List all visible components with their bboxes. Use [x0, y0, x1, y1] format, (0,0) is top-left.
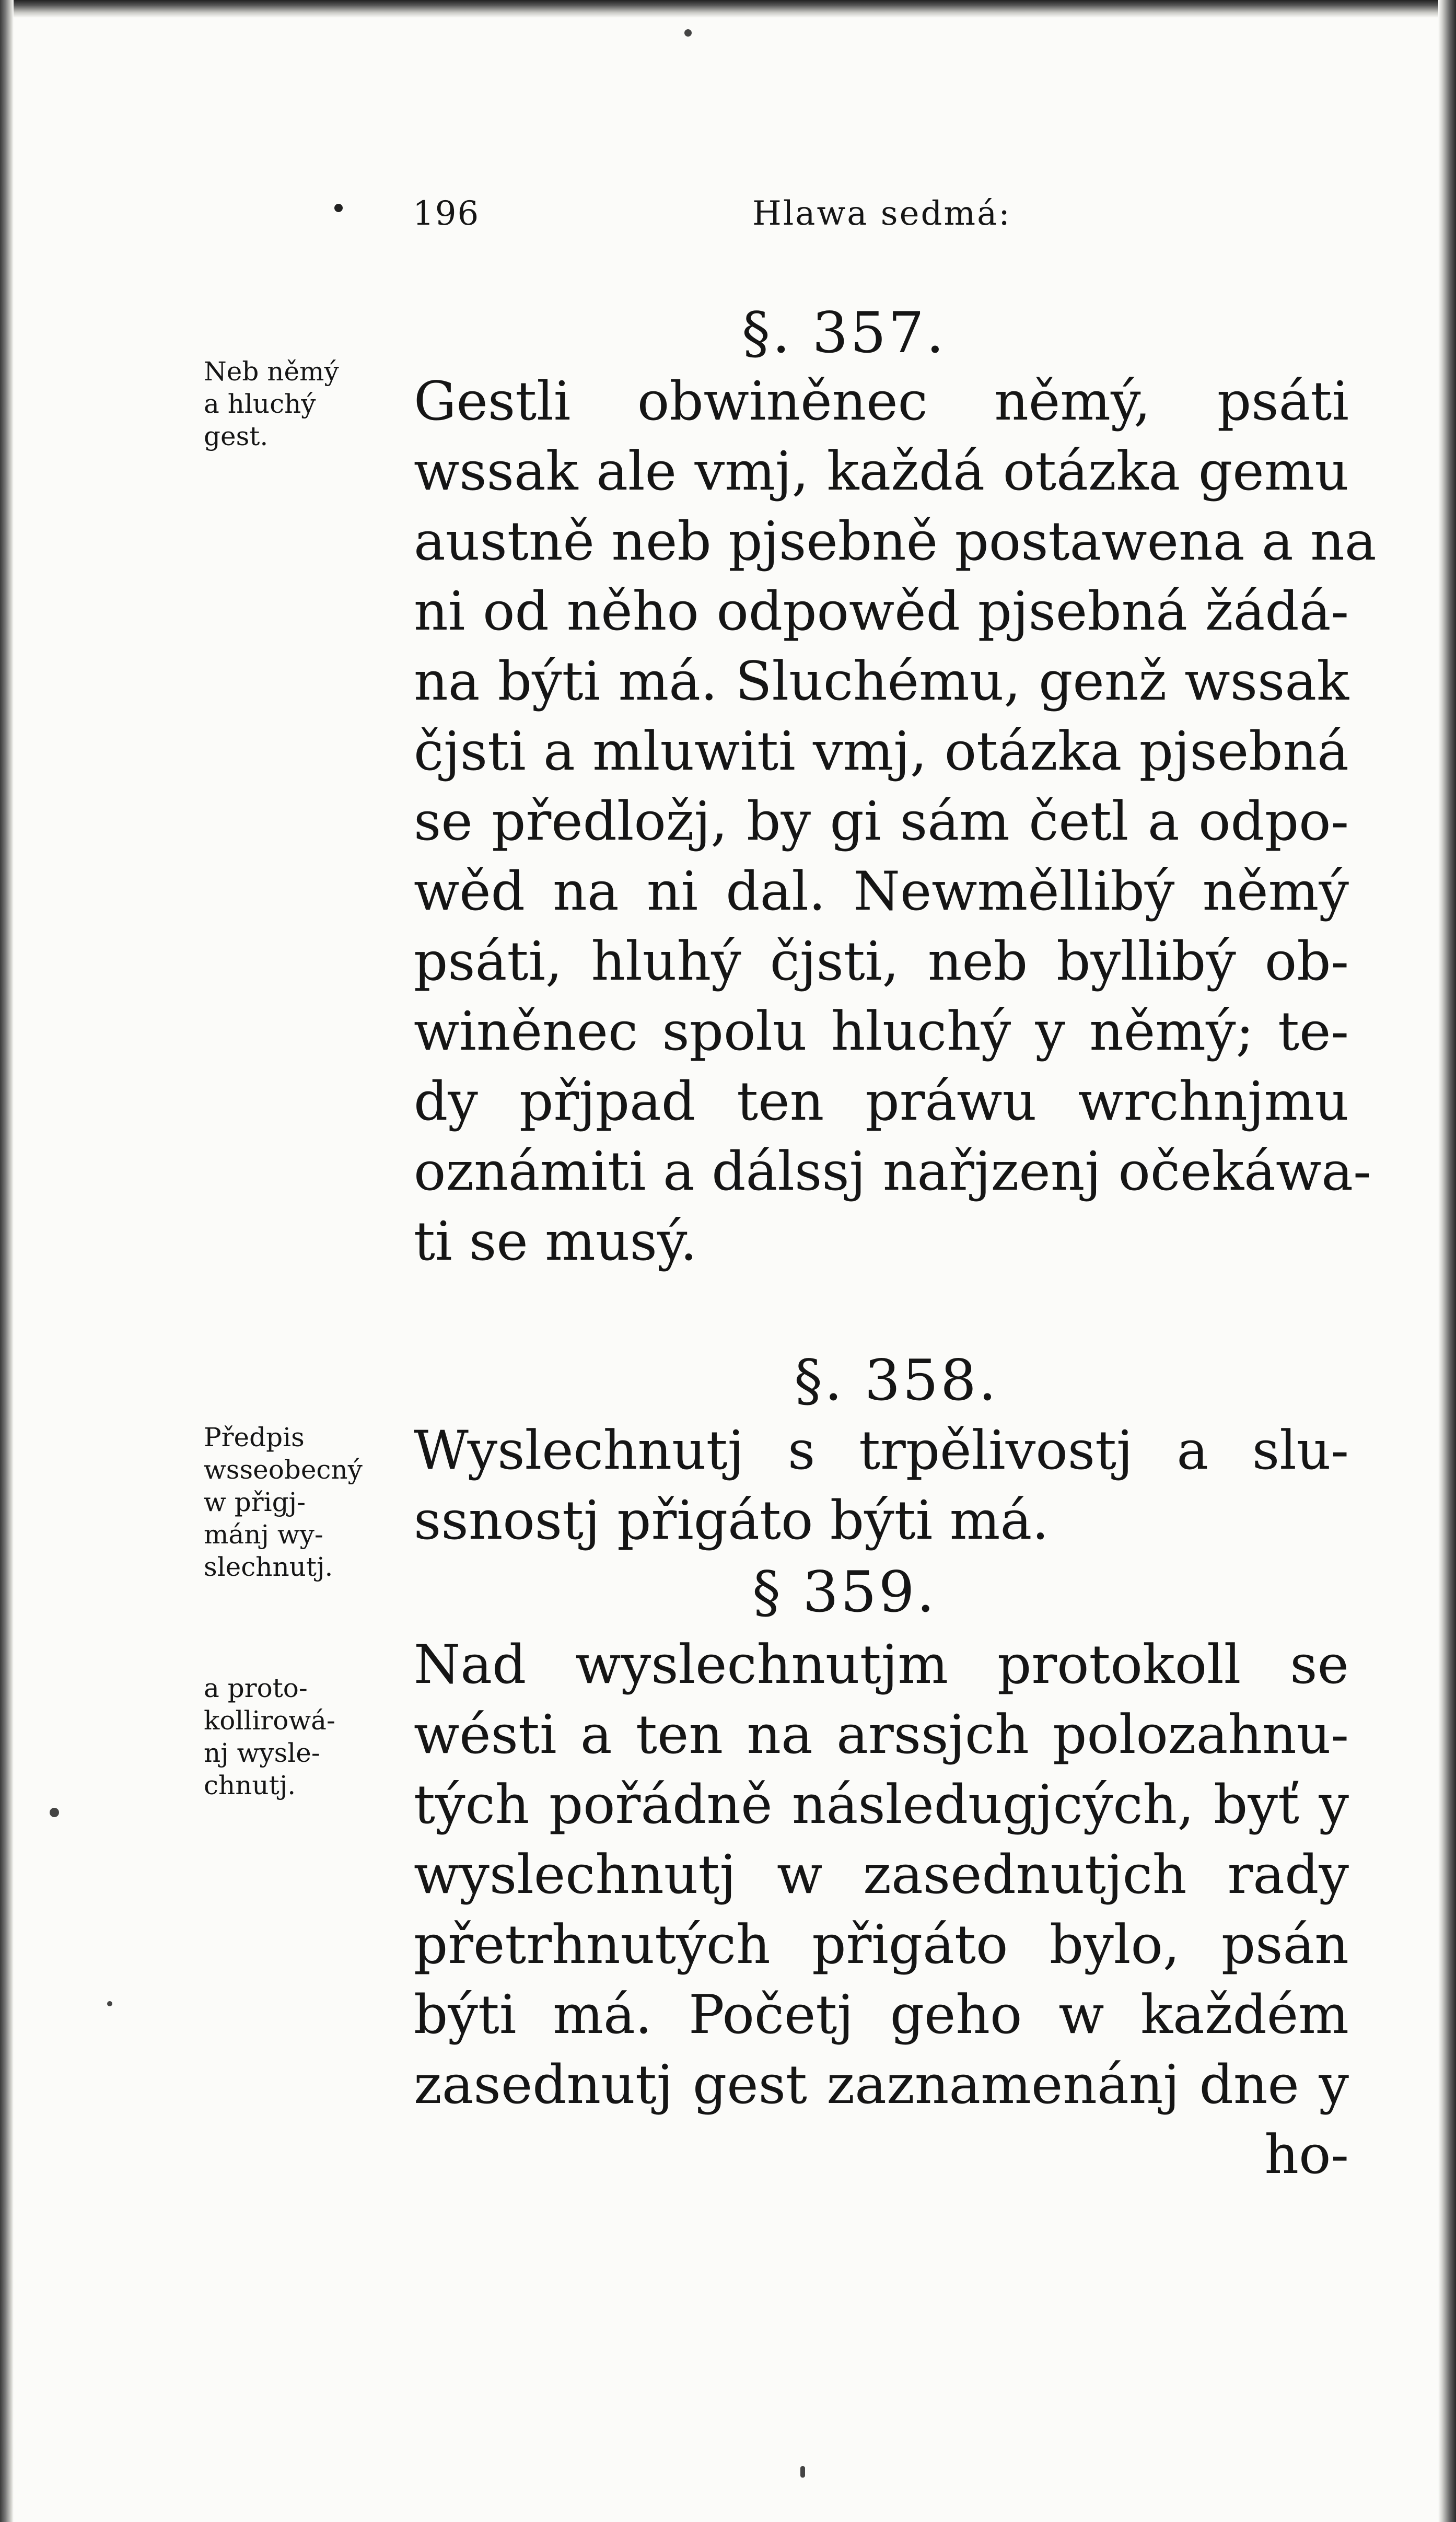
margin-note-line: Předpis	[204, 1422, 305, 1452]
margin-note-line: a proto-	[204, 1673, 308, 1703]
scan-speck	[800, 2466, 805, 2478]
section-number-359: § 359.	[752, 1560, 937, 1625]
text-line: na býti má. Sluchému, genž wssak	[414, 650, 1349, 713]
section-text-357	[414, 367, 1377, 1277]
margin-note-line: kollirowá-	[204, 1705, 335, 1736]
margin-note-line: chnutj.	[204, 1770, 296, 1800]
margin-note-line: gest.	[204, 421, 269, 451]
section-number-358: §. 358.	[794, 1348, 999, 1413]
text-line: býti má. Početj geho w každém	[414, 1984, 1349, 2046]
text-line: se předložj, by gi sám četl a odpo-	[414, 791, 1349, 853]
scan-edge-top	[0, 0, 1456, 18]
margin-note-line: Neb němý	[204, 356, 339, 387]
scan-edge-right	[1438, 0, 1456, 2522]
text-line: Wyslechnutj s trpělivostj a slu-	[414, 1420, 1349, 1482]
text-line: wésti a ten na arssjch polozahnu-	[414, 1704, 1349, 1766]
text-line: ssnostj přigáto býti má.	[414, 1490, 1049, 1552]
text-line: austně neb pjsebně postawena a na	[414, 510, 1377, 573]
section-text-358	[414, 1416, 1349, 1556]
margin-note-357	[204, 355, 402, 452]
page-number: 196	[413, 194, 480, 233]
text-line: wyslechnutj w zasednutjch rady	[414, 1844, 1349, 1906]
margin-note-358	[204, 1421, 402, 1583]
section-text-359	[414, 1630, 1349, 2190]
text-line: Gestli obwiněnec němý, psáti	[414, 370, 1349, 433]
scan-edge-left	[0, 0, 14, 2522]
text-line: čjsti a mluwiti vmj, otázka pjsebná	[414, 720, 1349, 783]
margin-note-line: nj wysle-	[204, 1738, 320, 1768]
text-line: wssak ale vmj, každá otázka gemu	[414, 440, 1349, 503]
scan-speck	[50, 1808, 59, 1817]
text-line: winěnec spolu hluchý y němý; te-	[414, 1001, 1349, 1063]
chapter-title: Hlawa sedmá:	[752, 194, 1011, 233]
text-line: Nad wyslechnutjm protokoll se	[414, 1634, 1349, 1696]
margin-note-line: slechnutj.	[204, 1552, 333, 1582]
bullet-mark	[334, 204, 343, 212]
margin-note-line: wsseobecný	[204, 1455, 363, 1485]
text-line: dy přjpad ten práwu wrchnjmu	[414, 1071, 1349, 1133]
margin-note-line: w přigj-	[204, 1487, 306, 1517]
text-line: přetrhnutých přigáto bylo, psán	[414, 1914, 1349, 1976]
margin-note-359	[204, 1672, 402, 1802]
text-line: zasednutj gest zaznamenánj dne y	[414, 2054, 1349, 2116]
scan-speck	[107, 2001, 112, 2006]
text-line: wěd na ni dal. Newměllibý němý	[414, 861, 1349, 923]
text-line: psáti, hluhý čjsti, neb byllibý ob-	[414, 931, 1349, 993]
text-line: ni od něho odpowěd pjsebná žádá-	[414, 580, 1349, 643]
section-number-357: §. 357.	[742, 300, 947, 366]
text-line: ti se musý.	[414, 1211, 697, 1273]
margin-note-line: mánj wy-	[204, 1519, 323, 1550]
catchword: ho-	[1264, 2124, 1349, 2186]
text-line: oznámiti a dálssj nařjzenj očekáwa-	[414, 1141, 1371, 1203]
margin-note-line: a hluchý	[204, 389, 316, 419]
running-head	[0, 194, 1456, 247]
text-line: tých pořádně následugjcých, byť y	[414, 1774, 1349, 1836]
scan-speck	[684, 29, 692, 37]
